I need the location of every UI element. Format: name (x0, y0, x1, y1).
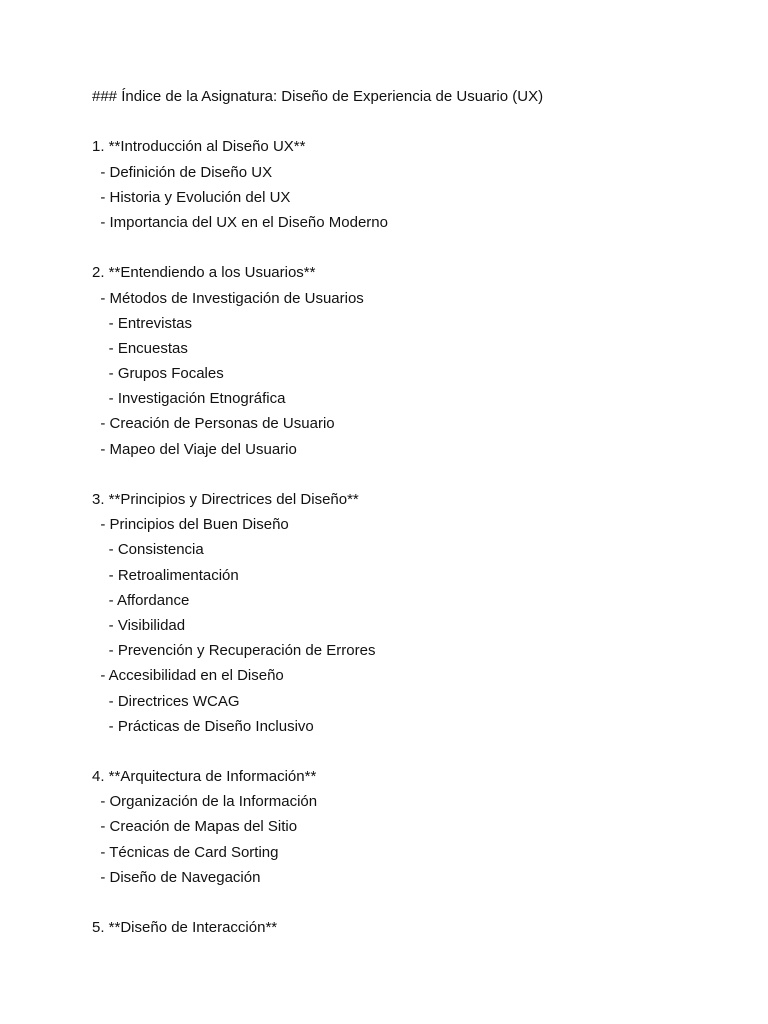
list-item: - Encuestas (92, 339, 188, 357)
section-title: 4. **Arquitectura de Información** (92, 768, 317, 786)
list-item: - Creación de Personas de Usuario (92, 415, 335, 433)
section-title: 1. **Introducción al Diseño UX** (92, 138, 306, 156)
list-item: - Consistencia (92, 541, 204, 559)
list-item: - Visibilidad (92, 616, 186, 634)
blank-line (92, 462, 732, 487)
section-title: 3. **Principios y Directrices del Diseño** (92, 491, 359, 508)
list-item: - Prevención y Recuperación de Errores (92, 642, 376, 660)
list-item: - Accesibilidad en el Diseño (92, 667, 284, 685)
list-item: - Diseño de Navegación (92, 868, 261, 886)
list-item: - Creación de Mapas del Sitio (92, 818, 298, 836)
list-item: - Investigación Etnográfica (92, 390, 286, 408)
list-item: - Importancia del UX en el Diseño Moderno (92, 213, 388, 231)
document-heading: ### Índice de la Asignatura: Diseño de Experiencia de Usuario (UX) (92, 88, 544, 105)
list-item: - Retroalimentación (92, 566, 239, 584)
list-item: - Grupos Focales (92, 365, 224, 383)
list-item: - Directrices WCAG (92, 692, 240, 710)
list-item: - Affordance (92, 591, 190, 609)
blank-line (92, 235, 732, 260)
blank-line (92, 109, 732, 134)
list-item: - Mapeo del Viaje del Usuario (92, 440, 297, 458)
blank-line (92, 739, 732, 764)
list-item: - Historia y Evolución del UX (92, 188, 291, 206)
blank-line (92, 890, 732, 915)
list-item: - Prácticas de Diseño Inclusivo (92, 717, 314, 735)
section-title: 5. **Diseño de Interacción** (92, 919, 278, 937)
document-body (92, 84, 732, 940)
list-item: - Técnicas de Card Sorting (92, 843, 279, 861)
list-item: - Métodos de Investigación de Usuarios (92, 289, 364, 307)
list-item: - Organización de la Información (92, 793, 318, 811)
list-item: - Definición de Diseño UX (92, 163, 273, 181)
list-item: - Entrevistas (92, 314, 193, 332)
section-title: 2. **Entendiendo a los Usuarios** (92, 264, 316, 282)
list-item: - Principios del Buen Diseño (92, 516, 289, 534)
